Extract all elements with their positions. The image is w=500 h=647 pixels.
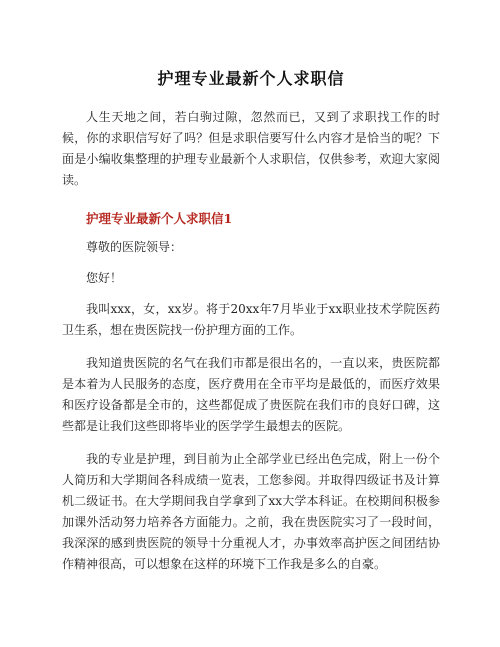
section-heading: 护理专业最新个人求职信1 xyxy=(86,211,233,226)
salutation: 尊敬的医院领导： xyxy=(86,240,183,254)
page-title: 护理专业最新个人求职信 xyxy=(157,69,345,88)
body-paragraph-2: 我知道贵医院的名气在我们市都是很出名的，一直以来，贵医院都是本着为人民服务的态度，医疗费用在全市平均是最低的，而医疗效果和医疗设备都是全市的，这些都促成了贵医院在我们市的良好口碑，这些都是让我们这些即将毕业的医学学生最想去的医院。 xyxy=(62,356,440,433)
intro-paragraph: 人生天地之间，若白驹过隙，忽然而已，又到了求职找工作的时候，你的求职信写好了吗？但是求职信要写什么内容才是恰当的呢？下面是小编收集整理的护理专业最新个人求职信，仅供参考，欢迎大家阅读。 xyxy=(62,110,440,187)
body-paragraph-1: 我叫xxx，女，xx岁。将于20xx年7月毕业于xx职业技术学院医药卫生系，想在贵医院找一份护理方面的工作。 xyxy=(62,302,440,337)
greeting: 您好！ xyxy=(86,271,123,285)
body-paragraph-3: 我的专业是护理，到目前为止全部学业已经出色完成，附上一份个人简历和大学期间各科成绩一览表，工您参阅。并取得四级证书及计算机二级证书。在大学期间我自学拿到了xx大学本科证。在校期间积极参加课外活动努力培养各方面能力。之前，我在贵医院实习了一段时间，我深深的感到贵医院的领导十分重视人才，办事效率高护医之间团结协作精神很高，可以想象在这样的环境下工作我是多么的自豪。 xyxy=(62,452,440,571)
